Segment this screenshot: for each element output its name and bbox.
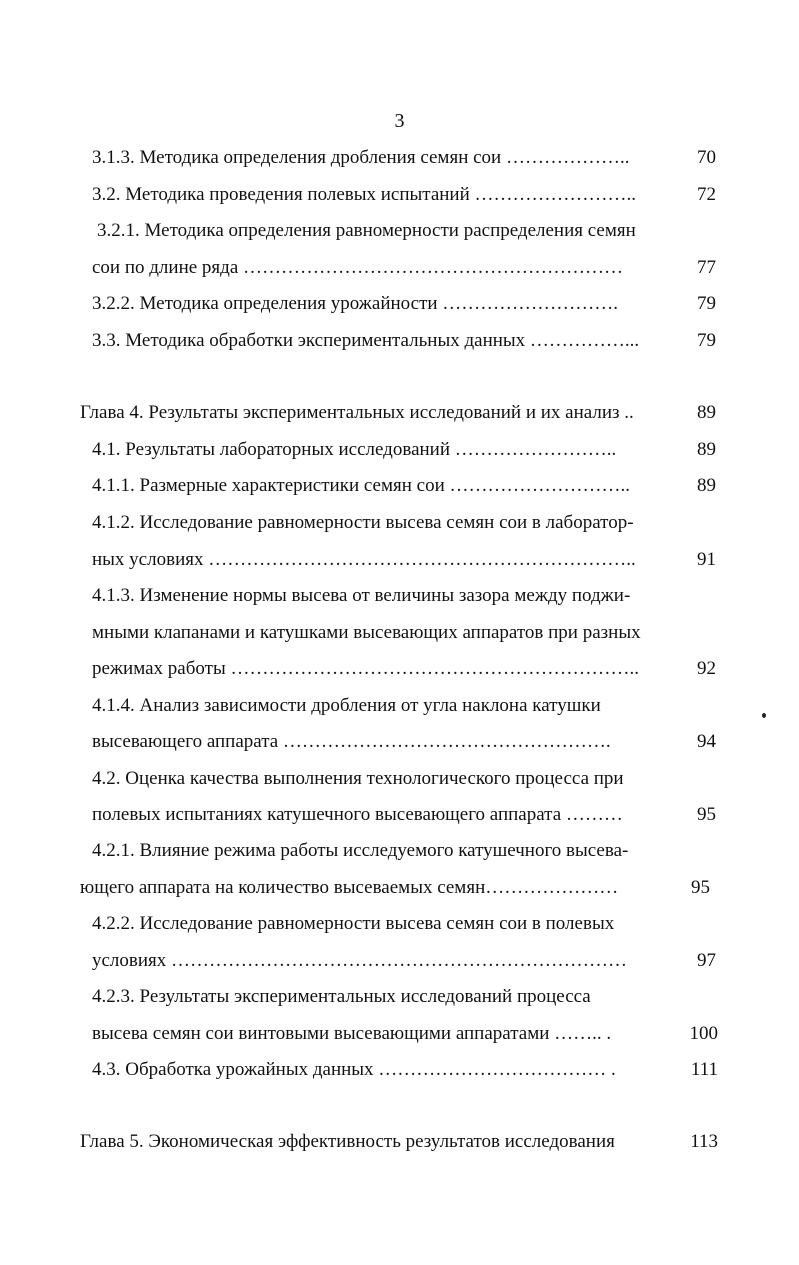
toc-entry-page: 77 xyxy=(697,257,716,278)
toc-entry-text: ных условиях ………………………………………………………….. xyxy=(92,549,636,570)
toc-entry-text: 3.1.3. Методика определения дробления семян сои ……………….. xyxy=(92,147,630,168)
toc-entry-text: 4.1.4. Анализ зависимости дробления от угла наклона катушки xyxy=(92,695,601,716)
toc-entry-page: 72 xyxy=(697,184,716,205)
toc-entry-text: полевых испытаниях катушечного высевающего аппарата ……… xyxy=(92,804,623,825)
toc-entry-page: 89 xyxy=(697,439,716,460)
toc-entry-page: 94 xyxy=(697,731,716,752)
toc-chapter-heading: Глава 5. Экономическая эффективность результатов исследования xyxy=(80,1131,615,1152)
toc-entry-page: 97 xyxy=(697,950,716,971)
toc-entry-text: сои по длине ряда …………………………………………………… xyxy=(92,257,624,278)
toc-entry-page: 95 xyxy=(697,804,716,825)
toc-entry-text: 4.2.2. Исследование равномерности высева семян сои в полевых xyxy=(92,913,615,934)
toc-chapter-heading: Глава 4. Результаты экспериментальных исследований и их анализ .. xyxy=(80,402,634,423)
toc-entry-page: 79 xyxy=(697,293,716,314)
toc-entry-text: 3.2.2. Методика определения урожайности ………………………. xyxy=(92,293,619,314)
toc-entry-page: 91 xyxy=(697,549,716,570)
toc-entry-page: 89 xyxy=(697,475,716,496)
toc-entry-text: ющего аппарата на количество высеваемых семян………………… xyxy=(80,877,619,898)
toc-entry-text: мными клапанами и катушками высевающих аппаратов при разных xyxy=(92,622,641,643)
toc-entry-text: 4.2.3. Результаты экспериментальных исследований процесса xyxy=(92,986,591,1007)
toc-entry-text: режимах работы ……………………………………………………….. xyxy=(92,658,639,679)
toc-entry-page: 92 xyxy=(697,658,716,679)
toc-entry-page: 95 xyxy=(691,877,710,898)
toc-entry-text: условиях ……………………………………………………………… xyxy=(92,950,628,971)
toc-entry-text: высевающего аппарата ……………………………………………. xyxy=(92,731,611,752)
toc-entry-text: 4.3. Обработка урожайных данных ……………………………… . xyxy=(92,1059,616,1080)
toc-entry-page: 113 xyxy=(690,1131,718,1152)
toc-entry-text: 3.3. Методика обработки экспериментальных данных ……………... xyxy=(92,330,640,351)
toc-entry-text: 4.1.2. Исследование равномерности высева семян сои в лаборатор- xyxy=(92,512,634,533)
toc-entry-text: 4.1.3. Изменение нормы высева от величины зазора между поджи- xyxy=(92,585,631,606)
toc-entry-page: 70 xyxy=(697,147,716,168)
toc-entry-text: 3.2.1. Методика определения равномерности распределения семян xyxy=(97,220,636,241)
toc-entry-text: 4.1.1. Размерные характеристики семян сои ……………………….. xyxy=(92,475,630,496)
toc-entry-text: 4.2.1. Влияние режима работы исследуемого катушечного высева- xyxy=(92,840,629,861)
page-number: 3 xyxy=(394,110,405,132)
toc-entry-page: 89 xyxy=(697,402,716,423)
toc-entry-text: 4.2. Оценка качества выполнения технологического процесса при xyxy=(92,768,624,789)
toc-entry-page: 79 xyxy=(697,330,716,351)
toc-entry-text: 4.1. Результаты лабораторных исследований …………………….. xyxy=(92,439,617,460)
toc-entry-page: 100 xyxy=(689,1023,718,1044)
toc-entry-text: 3.2. Методика проведения полевых испытаний …………………….. xyxy=(92,184,637,205)
toc-entry-text: высева семян сои винтовыми высевающими аппаратами …….. . xyxy=(92,1023,612,1044)
scan-speck xyxy=(762,713,766,718)
toc-entry-page: 111 xyxy=(690,1059,718,1080)
